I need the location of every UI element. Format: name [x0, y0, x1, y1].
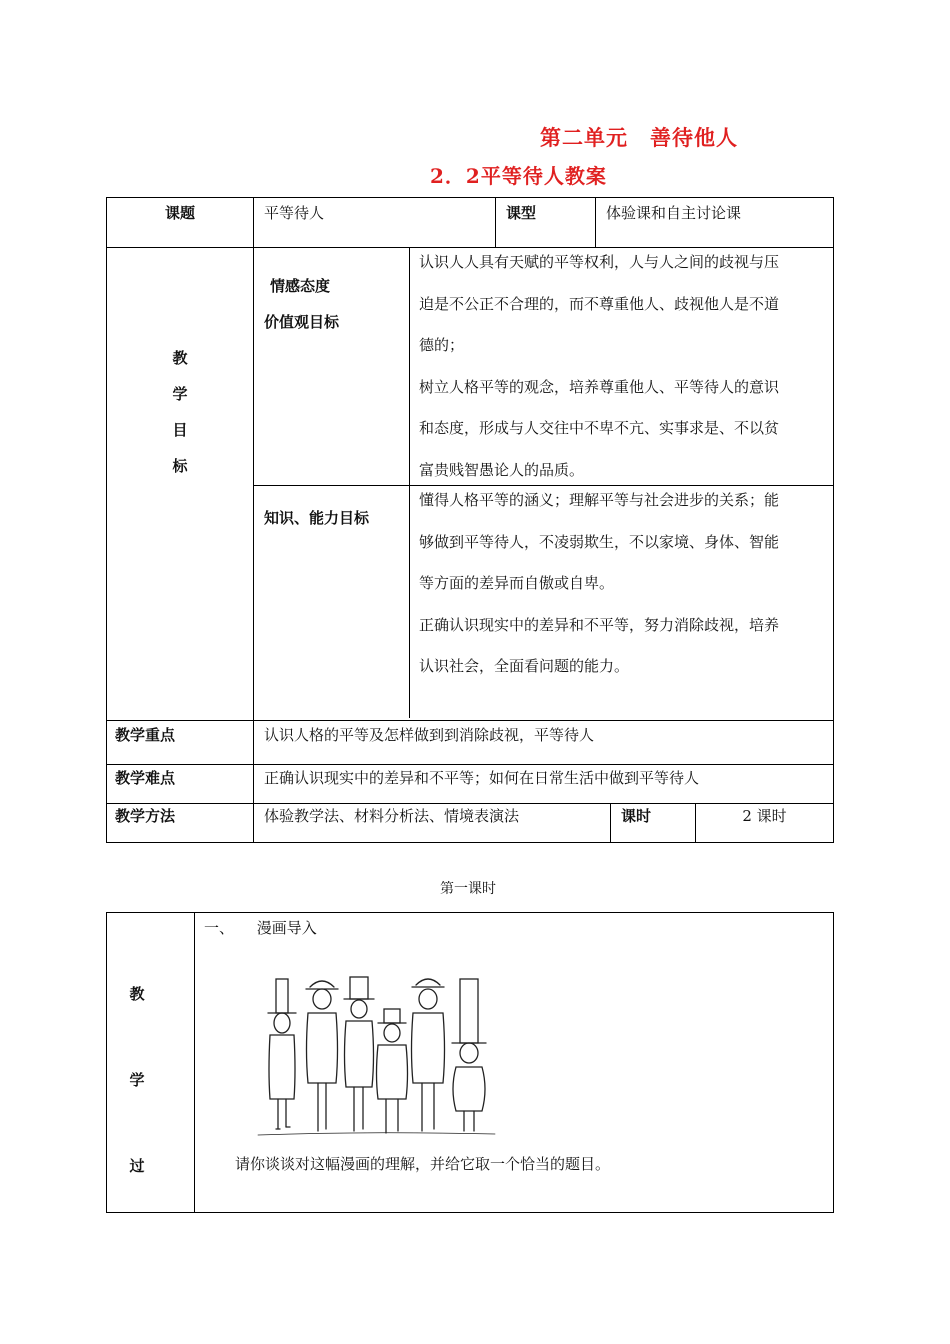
- topic-label: 课题: [164, 204, 195, 222]
- cartoon-question: 请你谈谈对这幅漫画的理解，并给它取一个恰当的题目。: [235, 1155, 611, 1173]
- cartoon-image: [250, 971, 500, 1139]
- cartoon-figure: [268, 979, 296, 1129]
- cartoon-figure: [306, 981, 338, 1131]
- lesson-title: 2．2平等待人教案: [430, 164, 607, 188]
- topic-row: [107, 198, 833, 248]
- goal-line: 懂得人格平等的涵义；理解平等与社会进步的关系；能: [419, 491, 780, 509]
- method-value: 体验教学法、材料分析法、情境表演法: [253, 804, 610, 842]
- goals-label-char: 教: [172, 349, 188, 367]
- emotion-goal-subrow: [254, 248, 834, 486]
- cartoon-figure: [344, 977, 374, 1131]
- emotion-goal-label: [264, 268, 339, 340]
- process-char: 过: [129, 1157, 145, 1175]
- process-side-label: [107, 913, 194, 1212]
- key-point-label: 教学重点: [115, 726, 176, 744]
- emotion-goal-label-line1: 情感态度: [270, 277, 331, 295]
- goals-label-char: 学: [172, 385, 188, 403]
- topic-value: 平等待人: [253, 198, 495, 247]
- type-label: 课型: [495, 198, 595, 247]
- goal-line: 富贵贱智愚论人的品质。: [419, 460, 585, 479]
- unit-title: 第二单元 善待他人: [540, 125, 738, 150]
- key-point-value: 认识人格的平等及怎样做到到消除歧视，平等待人: [253, 721, 833, 764]
- step-title: 漫画导入: [256, 919, 317, 937]
- goal-line: 够做到平等待人，不凌弱欺生，不以家境、身体、智能: [419, 532, 780, 551]
- knowledge-goal-text: [409, 486, 834, 718]
- knowledge-goal-label: 知识、能力目标: [264, 509, 370, 527]
- process-char: 学: [129, 1071, 145, 1089]
- step-number: 一、: [204, 919, 235, 937]
- cartoon-figure: [452, 979, 486, 1131]
- difficulty-value: 正确认识现实中的差异和不平等；如何在日常生活中做到平等待人: [253, 765, 833, 803]
- goal-line: 德的；: [419, 336, 465, 354]
- step-heading: [204, 917, 317, 938]
- difficulty-label: 教学难点: [115, 769, 176, 787]
- method-row: [107, 804, 833, 842]
- teaching-goals-row: [107, 248, 833, 721]
- hours-value: 2 课时: [695, 804, 833, 842]
- cartoon-figure: [412, 979, 445, 1131]
- goal-line: 认识社会，全面看问题的能力。: [419, 657, 630, 675]
- knowledge-goal-subrow: [254, 486, 834, 721]
- process-char: 教: [129, 985, 145, 1003]
- emotion-goal-text: [409, 248, 834, 485]
- goal-line: 迫是不公正不合理的，而不尊重他人、歧视他人是不道: [419, 294, 780, 313]
- goals-label-char: 目: [172, 421, 188, 439]
- goal-line: 认识人人具有天赋的平等权利，人与人之间的歧视与压: [419, 253, 780, 271]
- method-label: 教学方法: [115, 807, 176, 825]
- teaching-process-table: [106, 912, 834, 1213]
- process-content: [194, 913, 833, 1212]
- section-label: 第一课时: [440, 881, 496, 897]
- key-point-row: [107, 721, 833, 765]
- lesson-plan-table: [106, 197, 834, 843]
- emotion-goal-label-line2: 价值观目标: [264, 313, 340, 331]
- cartoon-figure: [377, 1009, 408, 1133]
- type-value: 体验课和自主讨论课: [595, 198, 833, 247]
- goals-label-char: 标: [172, 457, 188, 475]
- hours-label: 课时: [610, 804, 695, 842]
- goals-label: [107, 248, 253, 720]
- difficulty-row: [107, 765, 833, 804]
- goal-line: 正确认识现实中的差异和不平等，努力消除歧视，培养: [419, 615, 780, 634]
- goal-line: 等方面的差异而自傲或自卑。: [419, 574, 615, 592]
- goal-line: 和态度，形成与人交往中不卑不亢、实事求是、不以贫: [419, 419, 780, 437]
- goal-line: 树立人格平等的观念，培养尊重他人、平等待人的意识: [419, 377, 780, 396]
